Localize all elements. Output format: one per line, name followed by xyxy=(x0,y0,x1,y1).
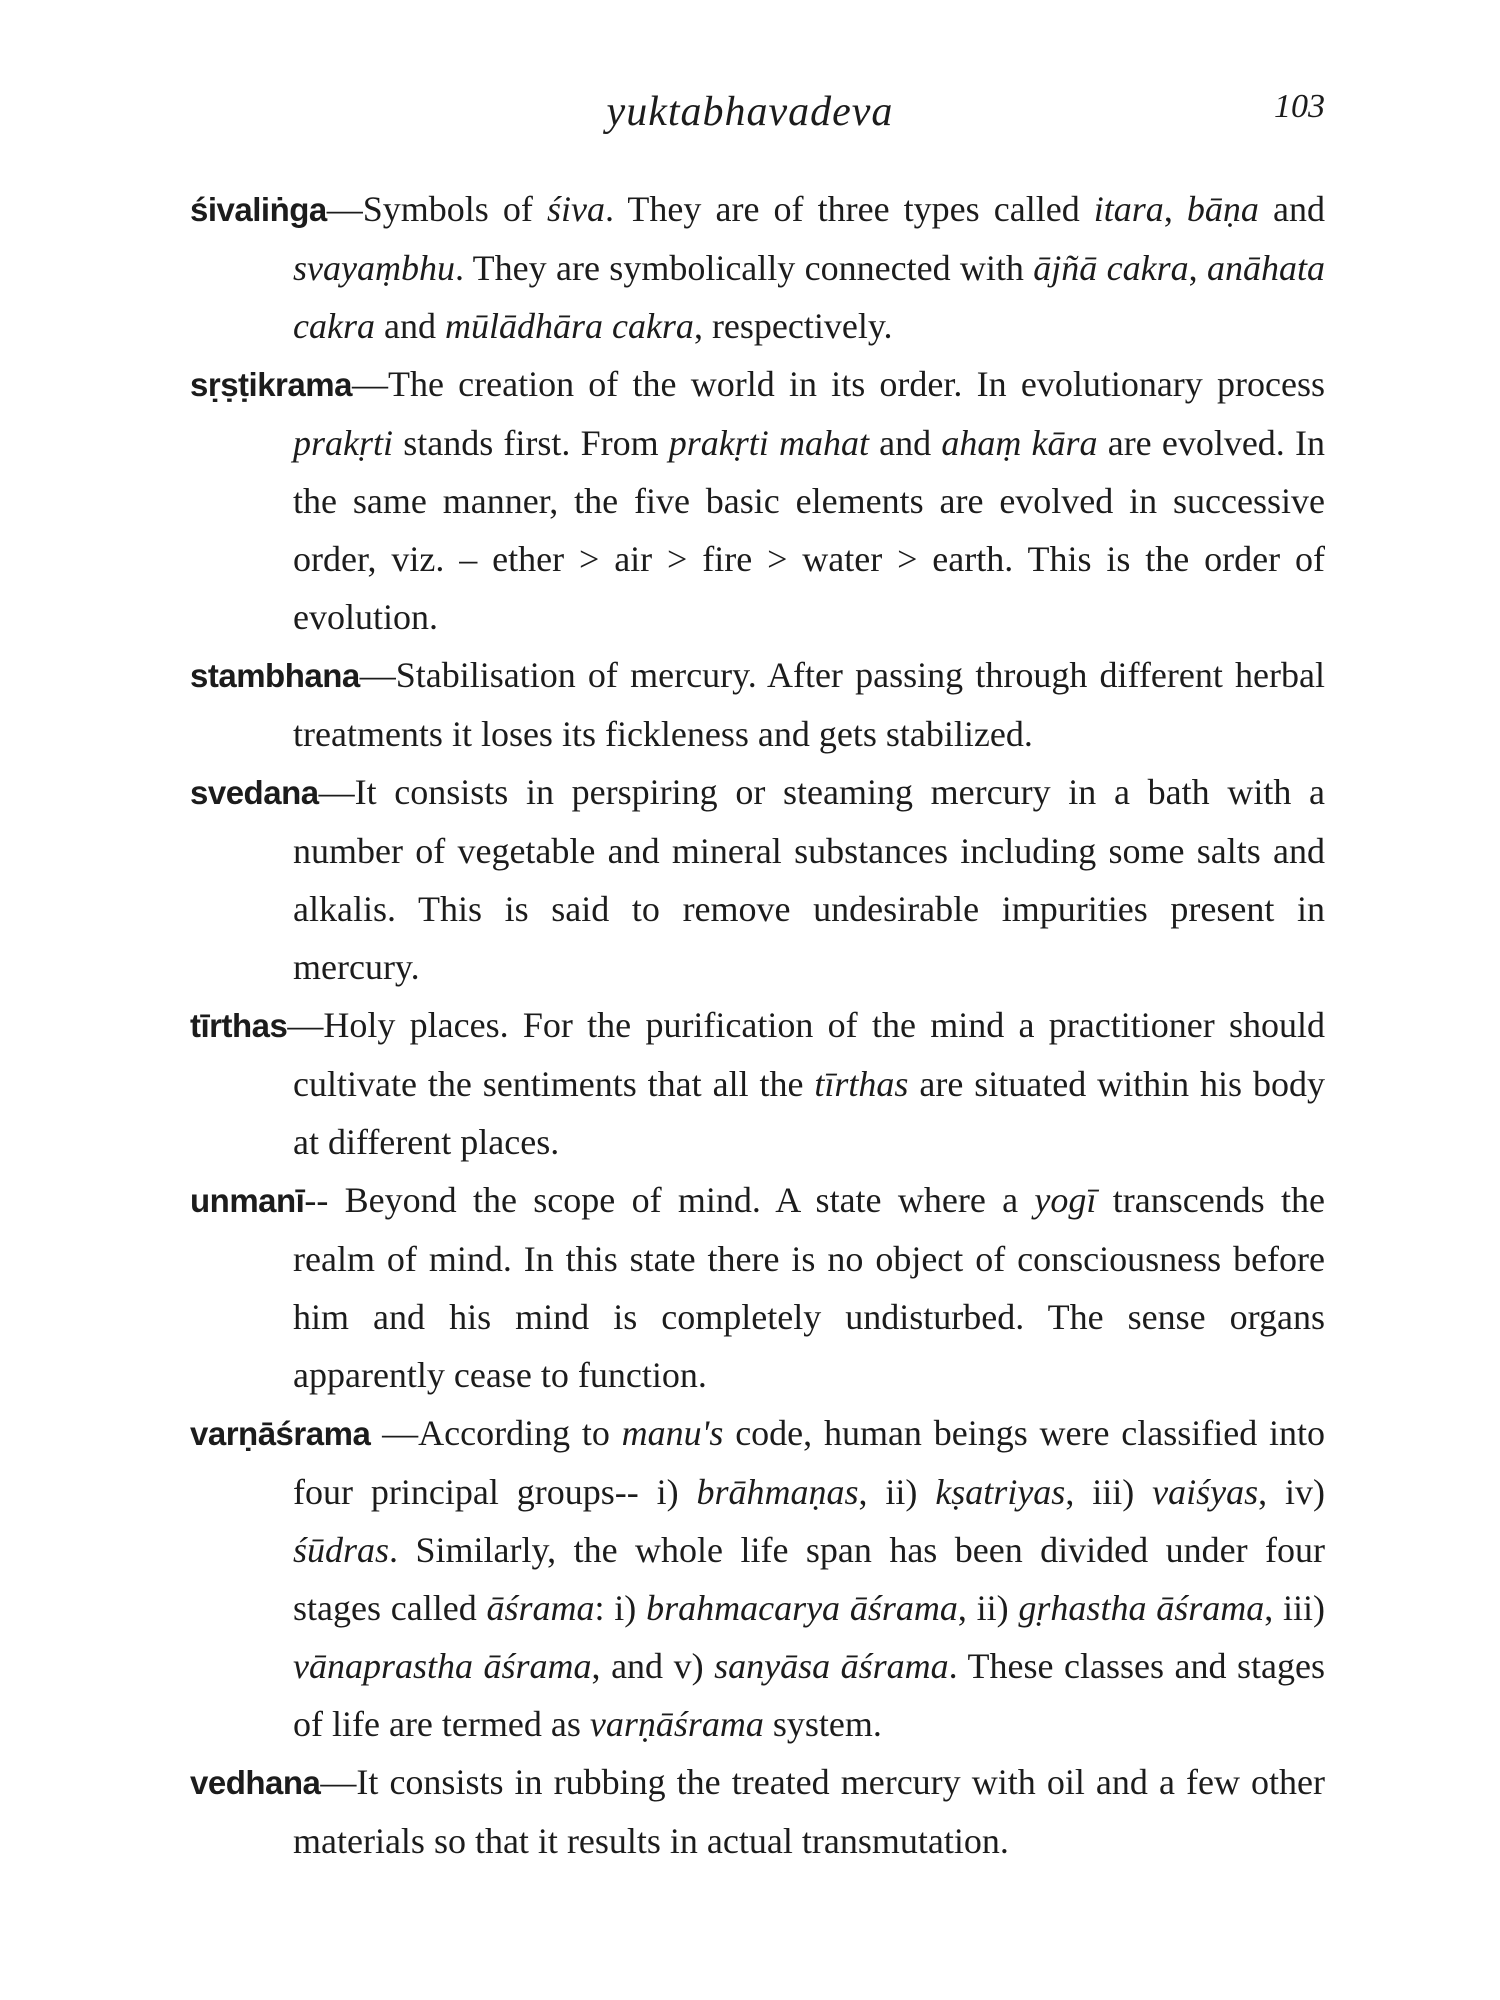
glossary-entry xyxy=(190,646,1325,763)
definition-text: . Similarly, the whole life span has been divided under four stages called xyxy=(293,1530,1325,1628)
running-title: yuktabhavadeva xyxy=(606,89,894,135)
glossary-entry xyxy=(190,1753,1325,1870)
definition-text: . They are symbolically connected with xyxy=(454,248,1034,288)
italic-term: āśrama xyxy=(486,1588,595,1628)
definition-text: , ii) xyxy=(957,1588,1019,1628)
term-separator: — xyxy=(320,1762,357,1802)
glossary-entry xyxy=(190,996,1325,1171)
term-separator: — xyxy=(351,364,388,404)
italic-term: śiva xyxy=(546,189,605,229)
italic-term: kṣatriyas xyxy=(935,1472,1066,1512)
definition-text: , xyxy=(1163,189,1187,229)
italic-term: varṇāśrama xyxy=(589,1704,764,1744)
definition-text: , iii) xyxy=(1065,1472,1153,1512)
term-separator: — xyxy=(370,1413,419,1453)
glossary-term: varṇāśrama xyxy=(190,1415,371,1452)
italic-term: vānaprastha āśrama xyxy=(293,1646,592,1686)
italic-term: śūdras xyxy=(293,1530,390,1570)
italic-term: vaiśyas xyxy=(1152,1472,1259,1512)
definition-text: are situated within his body at different places. xyxy=(293,1064,1325,1162)
glossary-entry xyxy=(190,180,1325,355)
definition-text: , iii) xyxy=(1264,1588,1326,1628)
definition-text: and xyxy=(868,423,942,463)
term-separator: — xyxy=(359,655,396,695)
definition-text: , iv) xyxy=(1258,1472,1325,1512)
italic-term: ājñā cakra xyxy=(1033,248,1189,288)
italic-term: sanyāsa āśrama xyxy=(714,1646,949,1686)
definition-text: According to xyxy=(418,1413,622,1453)
glossary-term: śivaliṅga xyxy=(190,191,327,228)
italic-term: brahmacarya āśrama xyxy=(646,1588,958,1628)
italic-term: yogī xyxy=(1034,1180,1097,1220)
definition-text: Beyond the scope of mind. A state where a xyxy=(344,1180,1035,1220)
glossary-term: tīrthas xyxy=(190,1007,288,1044)
glossary-term: stambhana xyxy=(190,657,360,694)
definition-text: are evolved. In the same manner, the five basic elements are evolved in successive order, viz. – ether > air > fire > water > earth. This is the order of evolution. xyxy=(293,423,1325,637)
glossary-entry xyxy=(190,763,1325,996)
term-separator: -- xyxy=(304,1180,345,1220)
glossary-term: vedhana xyxy=(190,1764,321,1801)
term-separator: — xyxy=(318,772,355,812)
italic-term: manu's xyxy=(621,1413,724,1453)
glossary-term: svedana xyxy=(190,774,319,811)
page-number: 103 xyxy=(1274,88,1325,125)
glossary-entry xyxy=(190,1404,1325,1753)
glossary-entry xyxy=(190,1171,1325,1404)
definition-text: Holy places. For the purification of the mind a practitioner should cultivate the sentiments that all the xyxy=(293,1005,1325,1104)
italic-term: ahaṃ kāra xyxy=(941,423,1098,463)
definition-text: transcends the realm of mind. In this state there is no object of consciousness before him and his mind is completely undisturbed. The sense organs apparently cease to function. xyxy=(293,1180,1325,1395)
italic-term: anāhata cakra xyxy=(293,248,1325,346)
italic-term: prakṛti mahat xyxy=(668,423,869,463)
glossary-entries xyxy=(190,180,1325,1870)
term-separator: — xyxy=(326,189,363,229)
italic-term: brāhmaṇas xyxy=(696,1472,859,1512)
definition-text: It consists in rubbing the treated mercury with oil and a few other materials so that it results in actual transmutation. xyxy=(293,1762,1325,1861)
definition-text: , ii) xyxy=(858,1472,936,1512)
definition-text: code, human beings were classified into four principal groups-- i) xyxy=(293,1413,1326,1512)
running-header xyxy=(0,88,1500,148)
italic-term: mūlādhāra cakra xyxy=(444,306,694,346)
definition-text: . They are of three types called xyxy=(604,189,1094,229)
definition-text: Symbols of xyxy=(362,189,547,229)
italic-term: svayaṃbhu xyxy=(293,248,455,288)
definition-text: , respectively. xyxy=(693,306,893,346)
italic-term: prakṛti xyxy=(293,423,394,463)
definition-text: , and v) xyxy=(591,1646,715,1686)
definition-text: and xyxy=(1258,189,1325,229)
term-separator: — xyxy=(287,1005,324,1045)
definition-text: and xyxy=(374,306,445,346)
italic-term: itara xyxy=(1093,189,1164,229)
glossary-term: sṛṣṭikrama xyxy=(190,366,352,403)
italic-term: bāṇa xyxy=(1186,189,1259,229)
glossary-entry xyxy=(190,355,1325,646)
glossary-term: unmanī xyxy=(190,1182,305,1219)
definition-text: , xyxy=(1188,248,1207,288)
definition-text: Stabilisation of mercury. After passing through different herbal treatments it loses its fickleness and gets stabilized. xyxy=(293,655,1325,754)
italic-term: gṛhastha āśrama xyxy=(1018,1588,1265,1628)
definition-text: : i) xyxy=(594,1588,647,1628)
definition-text: It consists in perspiring or steaming mercury in a bath with a number of vegetable and mineral substances including some salts and alkalis. This is said to remove undesirable impurities present in mercury. xyxy=(293,772,1325,987)
definition-text: system. xyxy=(763,1704,882,1744)
definition-text: The creation of the world in its order. In evolutionary process xyxy=(387,364,1325,404)
italic-term: tīrthas xyxy=(814,1064,909,1104)
definition-text: . These classes and stages of life are termed as xyxy=(293,1646,1325,1744)
definition-text: stands first. From xyxy=(393,423,669,463)
